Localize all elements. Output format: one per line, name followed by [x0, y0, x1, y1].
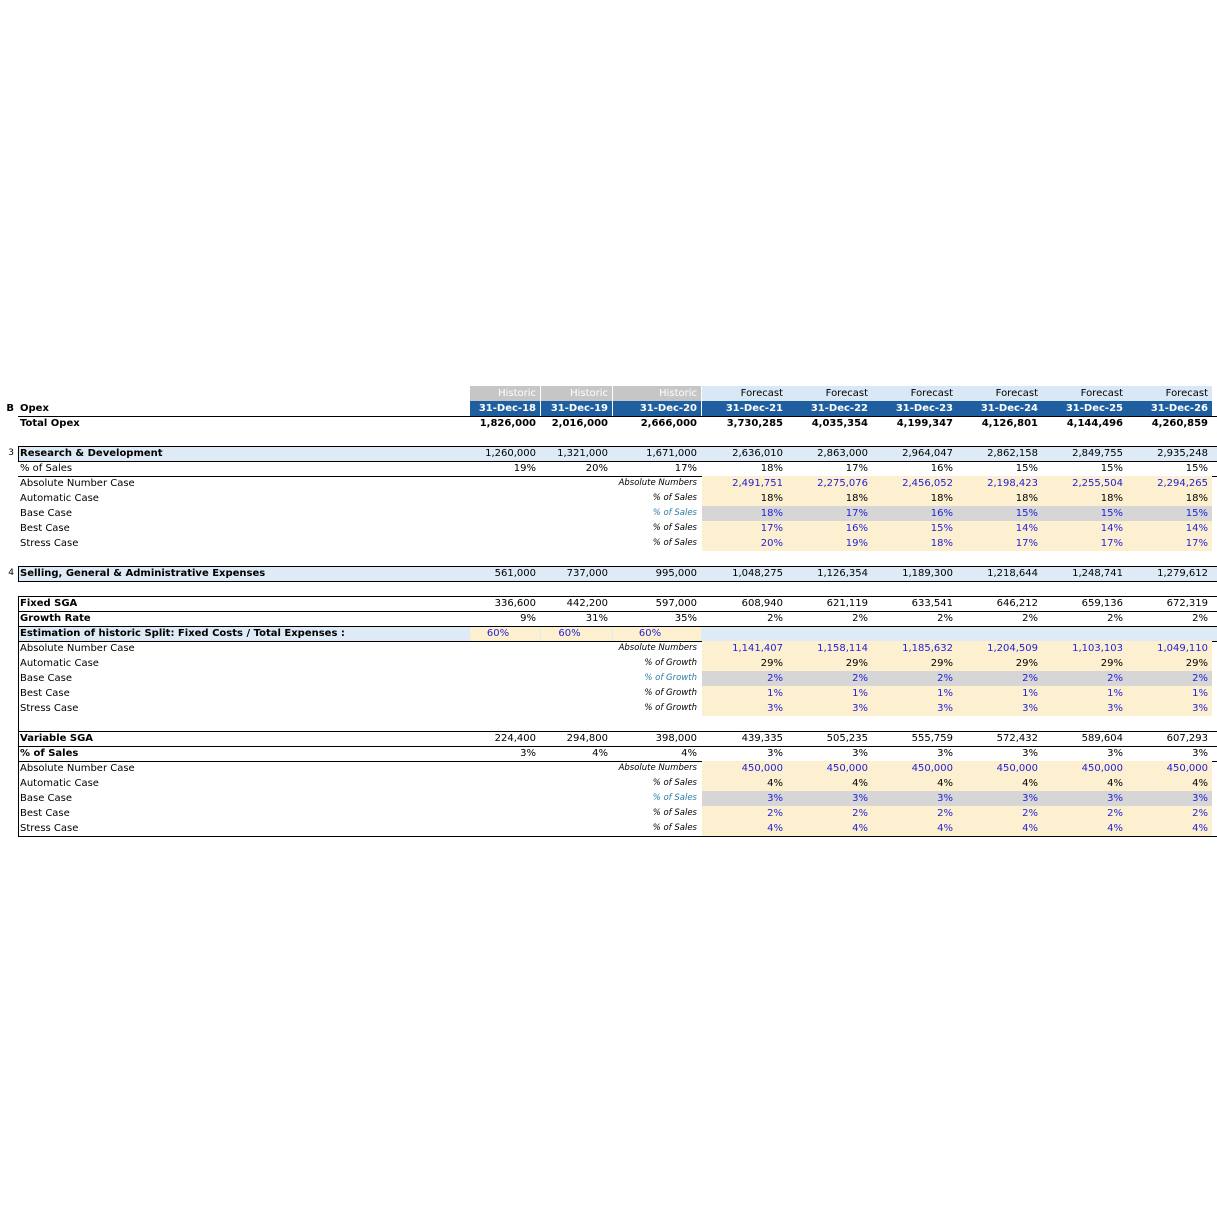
fixed-sga-case-input[interactable]: 1% [957, 686, 1042, 701]
rd-case-input: 18% [702, 491, 787, 506]
fixed-sga-case-label: Base Case [20, 673, 73, 684]
period-date-7: 31-Dec-24 [957, 401, 1042, 416]
fixed-sga-case-input: 29% [1042, 656, 1127, 671]
row-divider [18, 596, 1217, 597]
rd-pct-of-sales-value: 20% [585, 463, 608, 474]
section-letter: B [6, 403, 14, 414]
case-unit-label: Absolute Numbers [618, 763, 697, 773]
column-type-6: Forecast [872, 386, 957, 401]
fixed-sga-case-input[interactable]: 1% [1042, 686, 1127, 701]
fixed-sga-case-input[interactable]: 1,141,407 [702, 641, 787, 656]
case-unit-label: Absolute Numbers [618, 478, 697, 488]
rd-case-input[interactable]: 17% [1127, 536, 1212, 551]
fixed-sga-case-input[interactable]: 1% [702, 686, 787, 701]
variable-pct-of-sales-value: 3% [1192, 748, 1208, 759]
variable-sga-case-row [0, 821, 1217, 836]
variable-sga-case-input[interactable]: 4% [957, 821, 1042, 836]
row-divider [18, 581, 1217, 582]
research-development-value: 2,863,000 [817, 448, 868, 459]
research-development-value: 2,636,010 [732, 448, 783, 459]
research-development-value: 1,321,000 [557, 448, 608, 459]
rd-pct-of-sales-value: 17% [674, 463, 697, 474]
rd-case-input[interactable]: 2,491,751 [702, 476, 787, 491]
fixed-growth-rate-value: 2% [852, 613, 868, 624]
sga-value: 1,126,354 [817, 568, 868, 579]
case-unit-label: % of Sales [652, 793, 697, 803]
section-border [18, 566, 19, 581]
fixed-sga-case-input[interactable]: 1,204,509 [957, 641, 1042, 656]
rd-case-input[interactable]: 14% [957, 521, 1042, 536]
variable-sga-value: 589,604 [1081, 733, 1123, 744]
research-development-value: 2,849,755 [1072, 448, 1123, 459]
fixed-sga-case-row [0, 641, 1217, 656]
fixed-sga-case-label: Automatic Case [20, 658, 99, 669]
variable-sga-case-input[interactable]: 2% [957, 806, 1042, 821]
case-unit-label: % of Sales [652, 493, 697, 503]
rd-case-input[interactable]: 2,275,076 [787, 476, 872, 491]
variable-sga-case-input: 4% [787, 776, 872, 791]
case-unit-label: % of Sales [652, 508, 697, 518]
column-type-7: Forecast [957, 386, 1042, 401]
fixed-growth-rate-value: 2% [767, 613, 783, 624]
fixed-sga-case-row [0, 656, 1217, 671]
rd-case-input[interactable]: 17% [1042, 536, 1127, 551]
rd-case-input[interactable]: 2,456,052 [872, 476, 957, 491]
variable-sga-case-input[interactable]: 2% [787, 806, 872, 821]
fixed-sga-case-input[interactable]: 3% [702, 701, 787, 716]
section-title: Opex [20, 403, 49, 414]
rd-case-input[interactable]: 18% [872, 536, 957, 551]
rd-pct-of-sales-value: 16% [930, 463, 953, 474]
rd-case-row [0, 521, 1217, 536]
row-divider [18, 446, 1217, 447]
variable-sga-case-input[interactable]: 450,000 [872, 761, 957, 776]
rd-case-input[interactable]: 19% [787, 536, 872, 551]
period-date-1: 31-Dec-18 [470, 401, 540, 416]
historic-split-input[interactable]: 60% [541, 626, 612, 641]
sga-value: 1,189,300 [902, 568, 953, 579]
period-date-8: 31-Dec-25 [1042, 401, 1127, 416]
rd-case-input[interactable]: 15% [1127, 506, 1212, 521]
variable-sga-case-label: Base Case [20, 793, 73, 804]
fixed-sga-case-input[interactable]: 1,185,632 [872, 641, 957, 656]
fixed-sga-value: 672,319 [1166, 598, 1208, 609]
rd-case-input[interactable]: 18% [702, 506, 787, 521]
period-date-9: 31-Dec-26 [1127, 401, 1212, 416]
variable-sga-value: 439,335 [741, 733, 783, 744]
total-opex-value: 4,199,347 [896, 418, 953, 429]
fixed-sga-case-input: 29% [1127, 656, 1212, 671]
fixed-sga-case-input[interactable]: 1,103,103 [1042, 641, 1127, 656]
variable-sga-case-row [0, 776, 1217, 791]
rd-case-input: 18% [1042, 491, 1127, 506]
fixed-sga-case-label: Absolute Number Case [20, 643, 135, 654]
fixed-sga-case-input[interactable]: 3% [872, 701, 957, 716]
sga-value: 561,000 [494, 568, 536, 579]
research-development-value: 2,964,047 [902, 448, 953, 459]
sga-value: 737,000 [566, 568, 608, 579]
variable-pct-of-sales-value: 3% [937, 748, 953, 759]
rd-case-input: 18% [1127, 491, 1212, 506]
variable-sga-case-input: 4% [872, 776, 957, 791]
sga-label: Selling, General & Administrative Expenses [20, 568, 266, 579]
period-date-6: 31-Dec-23 [872, 401, 957, 416]
rd-case-label: Best Case [20, 523, 70, 534]
case-unit-label: % of Sales [652, 808, 697, 818]
fixed-growth-rate-row [0, 611, 1217, 626]
fixed-sga-value: 597,000 [655, 598, 697, 609]
column-type-9: Forecast [1127, 386, 1212, 401]
variable-sga-case-input[interactable]: 4% [787, 821, 872, 836]
case-unit-label: % of Sales [652, 538, 697, 548]
rd-case-input[interactable]: 15% [957, 506, 1042, 521]
case-unit-label: % of Sales [652, 823, 697, 833]
rd-case-input: 18% [872, 491, 957, 506]
sga-value: 1,048,275 [732, 568, 783, 579]
variable-sga-case-input[interactable]: 3% [872, 791, 957, 806]
rd-case-input[interactable]: 14% [1042, 521, 1127, 536]
variable-sga-case-label: Automatic Case [20, 778, 99, 789]
variable-sga-value: 505,235 [826, 733, 868, 744]
case-unit-label: % of Sales [652, 523, 697, 533]
column-type-2: Historic [541, 386, 612, 401]
rd-case-input[interactable]: 20% [702, 536, 787, 551]
fixed-growth-rate-value: 2% [1107, 613, 1123, 624]
research-development-value: 2,935,248 [1157, 448, 1208, 459]
variable-sga-value: 555,759 [911, 733, 953, 744]
variable-sga-case-input[interactable]: 4% [702, 821, 787, 836]
fixed-sga-case-input[interactable]: 1,158,114 [787, 641, 872, 656]
historic-split-label: Estimation of historic Split: Fixed Costs / Total Expenses : [20, 628, 345, 639]
fixed-sga-case-label: Stress Case [20, 703, 79, 714]
fixed-sga-case-input[interactable]: 2% [702, 671, 787, 686]
variable-pct-of-sales-value: 3% [520, 748, 536, 759]
column-type-8: Forecast [1042, 386, 1127, 401]
fixed-sga-case-input[interactable]: 3% [787, 701, 872, 716]
variable-sga-case-input[interactable]: 2% [1042, 806, 1127, 821]
fixed-growth-rate-value: 2% [1022, 613, 1038, 624]
historic-split-input[interactable]: 60% [613, 626, 701, 641]
column-type-header [0, 386, 1217, 401]
case-unit-label: % of Growth [644, 673, 697, 683]
variable-sga-value: 607,293 [1166, 733, 1208, 744]
rd-case-input[interactable]: 2,294,265 [1127, 476, 1212, 491]
rd-pct-of-sales-label: % of Sales [20, 463, 73, 474]
fixed-sga-value: 621,119 [826, 598, 868, 609]
research-development-value: 2,862,158 [987, 448, 1038, 459]
variable-sga-value: 398,000 [655, 733, 697, 744]
period-date-3: 31-Dec-20 [613, 401, 701, 416]
fixed-sga-case-input[interactable]: 1% [1127, 686, 1212, 701]
variable-pct-of-sales-row [0, 746, 1217, 761]
period-date-4: 31-Dec-21 [702, 401, 787, 416]
variable-sga-case-label: Absolute Number Case [20, 763, 135, 774]
case-unit-label: % of Growth [644, 688, 697, 698]
total-opex-value: 4,126,801 [981, 418, 1038, 429]
variable-sga-case-label: Best Case [20, 808, 70, 819]
row-divider [18, 626, 1217, 627]
rd-case-row [0, 476, 1217, 491]
fixed-sga-case-input[interactable]: 2% [787, 671, 872, 686]
total-opex-value: 2,016,000 [551, 418, 608, 429]
fixed-sga-case-input[interactable]: 2% [1127, 671, 1212, 686]
total-opex-value: 1,826,000 [479, 418, 536, 429]
research-development-value: 1,260,000 [485, 448, 536, 459]
fixed-sga-value: 633,541 [911, 598, 953, 609]
fixed-growth-rate-value: 31% [585, 613, 608, 624]
variable-sga-value: 224,400 [494, 733, 536, 744]
variable-pct-of-sales-value: 3% [852, 748, 868, 759]
variable-sga-case-input: 4% [957, 776, 1042, 791]
rd-pct-of-sales-value: 15% [1185, 463, 1208, 474]
variable-sga-case-input: 4% [1042, 776, 1127, 791]
fixed-sga-case-input: 29% [872, 656, 957, 671]
rd-case-row [0, 491, 1217, 506]
rd-case-label: Base Case [20, 508, 73, 519]
rd-case-input[interactable]: 15% [872, 521, 957, 536]
variable-sga-case-input[interactable]: 3% [702, 791, 787, 806]
sga-value: 1,279,612 [1157, 568, 1208, 579]
fixed-sga-case-input[interactable]: 1% [787, 686, 872, 701]
variable-pct-of-sales-value: 4% [681, 748, 697, 759]
variable-sga-value: 294,800 [566, 733, 608, 744]
total-opex-value: 2,666,000 [640, 418, 697, 429]
case-unit-label: % of Sales [652, 778, 697, 788]
column-type-1: Historic [470, 386, 540, 401]
section-number: 3 [8, 448, 14, 458]
total-opex-label: Total Opex [20, 418, 80, 429]
fixed-sga-case-row [0, 686, 1217, 701]
variable-sga-case-row [0, 806, 1217, 821]
sga-row [0, 566, 1217, 581]
fixed-growth-rate-label: Growth Rate [20, 613, 91, 624]
rd-case-input[interactable]: 17% [957, 536, 1042, 551]
column-type-3: Historic [613, 386, 701, 401]
fixed-sga-case-label: Best Case [20, 688, 70, 699]
case-unit-label: % of Growth [644, 658, 697, 668]
variable-sga-case-input[interactable]: 4% [1127, 821, 1212, 836]
variable-pct-of-sales-label: % of Sales [20, 748, 79, 759]
fixed-sga-value: 659,136 [1081, 598, 1123, 609]
fixed-growth-rate-value: 2% [937, 613, 953, 624]
rd-pct-of-sales-value: 18% [760, 463, 783, 474]
total-opex-value: 3,730,285 [726, 418, 783, 429]
fixed-sga-value: 646,212 [996, 598, 1038, 609]
fixed-sga-value: 442,200 [566, 598, 608, 609]
rd-case-label: Automatic Case [20, 493, 99, 504]
variable-sga-case-input[interactable]: 4% [1042, 821, 1127, 836]
total-opex-value: 4,260,859 [1151, 418, 1208, 429]
variable-sga-case-input[interactable]: 2% [1127, 806, 1212, 821]
fixed-sga-value: 608,940 [741, 598, 783, 609]
total-opex-row [0, 416, 1217, 431]
fixed-sga-case-input[interactable]: 1,049,110 [1127, 641, 1212, 656]
research-development-value: 1,671,000 [646, 448, 697, 459]
variable-sga-case-input[interactable]: 3% [1042, 791, 1127, 806]
historic-split-input[interactable]: 60% [470, 626, 540, 641]
variable-sga-case-input[interactable]: 450,000 [1127, 761, 1212, 776]
case-unit-label: Absolute Numbers [618, 643, 697, 653]
fixed-growth-rate-value: 2% [1192, 613, 1208, 624]
rd-case-input[interactable]: 2,255,504 [1042, 476, 1127, 491]
total-opex-value: 4,144,496 [1066, 418, 1123, 429]
variable-sga-case-input: 4% [702, 776, 787, 791]
variable-sga-value: 572,432 [996, 733, 1038, 744]
row-divider [18, 566, 1217, 567]
fixed-sga-case-input[interactable]: 3% [1042, 701, 1127, 716]
variable-sga-case-input[interactable]: 3% [1127, 791, 1212, 806]
total-opex-value: 4,035,354 [811, 418, 868, 429]
rd-pct-of-sales-value: 17% [845, 463, 868, 474]
fixed-sga-label: Fixed SGA [20, 598, 78, 609]
case-unit-label: % of Growth [644, 703, 697, 713]
variable-pct-of-sales-value: 3% [1107, 748, 1123, 759]
rd-case-label: Stress Case [20, 538, 79, 549]
variable-sga-case-input[interactable]: 3% [787, 791, 872, 806]
variable-sga-case-input[interactable]: 3% [957, 791, 1042, 806]
row-divider [18, 836, 1217, 837]
variable-pct-of-sales-value: 4% [592, 748, 608, 759]
rd-pct-of-sales-value: 15% [1015, 463, 1038, 474]
section-border [18, 731, 19, 836]
section-number: 4 [8, 568, 14, 578]
column-type-4: Forecast [702, 386, 787, 401]
fixed-sga-case-input[interactable]: 2% [1042, 671, 1127, 686]
sga-value: 1,248,741 [1072, 568, 1123, 579]
fixed-sga-case-row [0, 701, 1217, 716]
variable-sga-case-input[interactable]: 450,000 [1042, 761, 1127, 776]
fixed-sga-case-input: 29% [702, 656, 787, 671]
variable-sga-label: Variable SGA [20, 733, 94, 744]
fixed-growth-rate-value: 9% [520, 613, 536, 624]
research-development-label: Research & Development [20, 448, 163, 459]
section-border [18, 446, 19, 461]
fixed-sga-case-input[interactable]: 3% [1127, 701, 1212, 716]
rd-case-input[interactable]: 14% [1127, 521, 1212, 536]
variable-sga-case-input[interactable]: 450,000 [787, 761, 872, 776]
rd-case-input[interactable]: 16% [872, 506, 957, 521]
research-development-row [0, 446, 1217, 461]
fixed-growth-rate-value: 35% [674, 613, 697, 624]
fixed-sga-case-input[interactable]: 2% [872, 671, 957, 686]
variable-sga-case-input[interactable]: 4% [872, 821, 957, 836]
fixed-sga-case-input[interactable]: 1% [872, 686, 957, 701]
sga-value: 1,218,644 [987, 568, 1038, 579]
fixed-sga-case-input: 29% [787, 656, 872, 671]
fixed-sga-case-row [0, 671, 1217, 686]
variable-sga-case-label: Stress Case [20, 823, 79, 834]
variable-pct-of-sales-value: 3% [1022, 748, 1038, 759]
rd-case-input[interactable]: 2,198,423 [957, 476, 1042, 491]
period-date-2: 31-Dec-19 [541, 401, 612, 416]
sga-value: 995,000 [655, 568, 697, 579]
fixed-sga-value: 336,600 [494, 598, 536, 609]
variable-sga-case-input: 4% [1127, 776, 1212, 791]
rd-case-row [0, 536, 1217, 551]
historic-split-row [0, 626, 1217, 641]
column-type-5: Forecast [787, 386, 872, 401]
variable-sga-case-input[interactable]: 450,000 [702, 761, 787, 776]
rd-case-input[interactable]: 17% [702, 521, 787, 536]
variable-sga-case-input[interactable]: 2% [702, 806, 787, 821]
section-border [18, 596, 19, 731]
fixed-sga-case-input[interactable]: 2% [957, 671, 1042, 686]
variable-sga-case-input[interactable]: 450,000 [957, 761, 1042, 776]
rd-case-row [0, 506, 1217, 521]
row-divider [18, 611, 1217, 612]
rd-case-input[interactable]: 17% [787, 506, 872, 521]
variable-sga-case-row [0, 761, 1217, 776]
rd-case-input[interactable]: 15% [1042, 506, 1127, 521]
rd-case-input: 18% [787, 491, 872, 506]
variable-pct-of-sales-value: 3% [767, 748, 783, 759]
rd-pct-of-sales-row [0, 461, 1217, 476]
fixed-sga-row [0, 596, 1217, 611]
rd-pct-of-sales-value: 15% [1100, 463, 1123, 474]
rd-case-label: Absolute Number Case [20, 478, 135, 489]
fixed-sga-case-input[interactable]: 3% [957, 701, 1042, 716]
rd-case-input: 18% [957, 491, 1042, 506]
fixed-sga-case-input: 29% [957, 656, 1042, 671]
period-date-5: 31-Dec-22 [787, 401, 872, 416]
variable-sga-row [0, 731, 1217, 746]
variable-sga-case-row [0, 791, 1217, 806]
rd-case-input[interactable]: 16% [787, 521, 872, 536]
date-header-row [0, 401, 1217, 416]
rd-pct-of-sales-value: 19% [513, 463, 536, 474]
variable-sga-case-input[interactable]: 2% [872, 806, 957, 821]
row-divider [18, 416, 1217, 417]
